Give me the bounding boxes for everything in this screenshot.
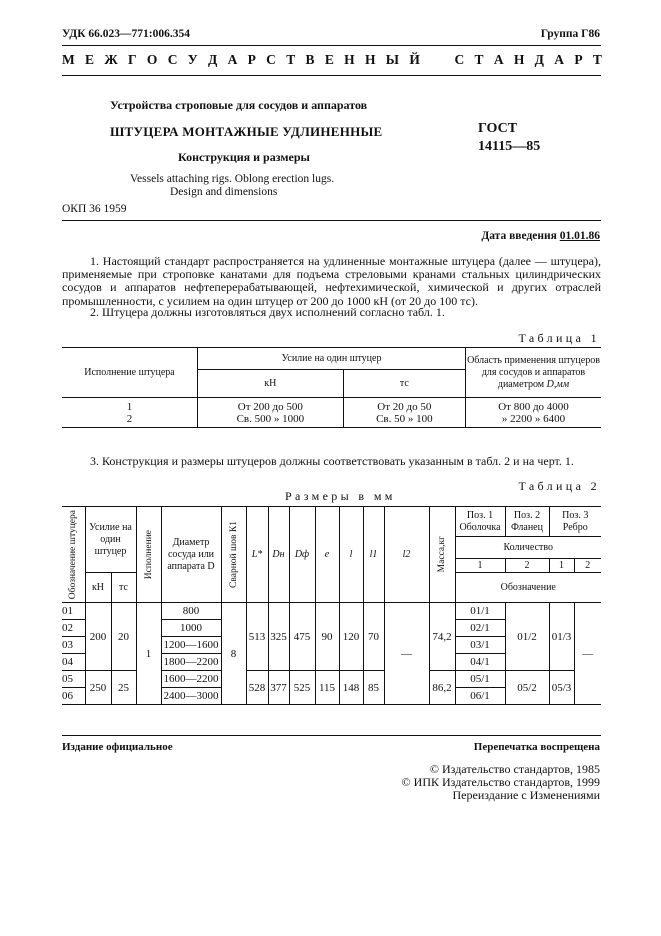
copyright-1985: © Издательство стандартов, 1985	[429, 762, 600, 776]
gost-value: 14115—85	[478, 139, 541, 154]
t2-h-q2: 2	[505, 559, 549, 573]
udk-code: УДК 66.023—771:006.354	[62, 28, 190, 40]
t2-h-execution: Исполнение	[136, 507, 161, 603]
t2-h-q4: 2	[574, 559, 601, 573]
t2-h-q1: 1	[455, 559, 505, 573]
t2-Dn-g1: 325	[268, 603, 289, 671]
t2-pos1-01: 01/1	[455, 603, 505, 620]
t2-h-Df: Dф	[289, 507, 315, 603]
t2-l2: —	[384, 603, 429, 705]
t2-e-g2: 115	[315, 671, 339, 705]
t2-kn-g2: 250	[85, 671, 111, 705]
title-english-1: Vessels attaching rigs. Oblong erection lugs.	[130, 173, 335, 185]
t1-r2-exec: 2	[126, 412, 133, 425]
t2-code-05: 05	[62, 671, 85, 688]
t1-r1-tc: От 20 до 50	[377, 400, 432, 413]
title-english-2: Design and dimensions	[170, 186, 278, 198]
t2-code-03: 03	[62, 637, 85, 654]
t2-Dn-g2: 377	[268, 671, 289, 705]
t1-exec	[62, 398, 198, 428]
t2-mass-g2: 86,2	[429, 671, 455, 705]
t2-pos1-04: 04/1	[455, 654, 505, 671]
t2-Df-g2: 525	[289, 671, 315, 705]
gost-number	[478, 120, 540, 156]
t2-code-06: 06	[62, 688, 85, 705]
t2-h-diameter: Диаметр сосуда или аппарата D	[161, 507, 221, 603]
t2-e-g1: 90	[315, 603, 339, 671]
standard-banner: М Е Ж Г О С У Д А Р С Т В Е Н Н Ы Й С Т А Н Д А Р Т	[62, 52, 602, 67]
t2-h-l2: l2	[384, 507, 429, 603]
t1-col-area: Область применения штуцеров для сосудов и аппаратов диаметром D,мм	[466, 348, 602, 398]
t2-diam-06: 2400—3000	[161, 688, 221, 705]
footer-rule	[62, 735, 601, 736]
t2-weld: 8	[221, 603, 246, 705]
t2-pos3-g1: 01/3	[549, 603, 574, 671]
t2-pos1-02: 02/1	[455, 620, 505, 637]
table2-caption: Таблица 2	[518, 479, 600, 493]
t2-pos3-g2: 05/3	[549, 671, 574, 705]
t2-tc-g1: 20	[111, 603, 136, 671]
t2-h-Dn: Dн	[268, 507, 289, 603]
t2-h-q3: 1	[549, 559, 574, 573]
t2-L-g1: 513	[246, 603, 268, 671]
t1-r1-exec: 1	[126, 400, 133, 413]
t2-l1-g1: 70	[363, 603, 384, 671]
table1-caption: Таблица 1	[518, 331, 600, 345]
t2-L-g2: 528	[246, 671, 268, 705]
header-rule-top	[62, 45, 601, 46]
t2-h-force: Усилие на один штуцер	[85, 507, 136, 573]
t2-tc-g2: 25	[111, 671, 136, 705]
t2-h-desig: Обозначение	[455, 573, 601, 603]
t2-h-qty: Количество	[455, 537, 601, 559]
t2-pos1-05: 05/1	[455, 671, 505, 688]
date-label: Дата введения	[481, 230, 557, 242]
t2-dash: —	[574, 603, 601, 705]
okp-code: ОКП 36 1959	[62, 203, 127, 215]
t2-kn-g1: 200	[85, 603, 111, 671]
t2-h-l1: l1	[363, 507, 384, 603]
t1-r2-area: » 2200 » 6400	[501, 412, 566, 425]
date-introduction	[481, 230, 600, 242]
t2-code-01: 01	[62, 603, 85, 620]
t1-r2-kn: Св. 500 » 1000	[236, 412, 305, 425]
t2-l1-g2: 85	[363, 671, 384, 705]
t2-h-kn: кН	[85, 573, 111, 603]
t2-mass-g1: 74,2	[429, 603, 455, 671]
t2-diam-05: 1600—2200	[161, 671, 221, 688]
reprint-prohibited: Перепечатка воспрещена	[473, 741, 600, 753]
copyright-1999: © ИПК Издательство стандартов, 1999	[401, 775, 600, 789]
t2-h-pos1: Поз. 1 Оболочка	[455, 507, 505, 537]
title-rule	[62, 220, 601, 221]
t1-area	[466, 398, 602, 428]
t1-r1-area: От 800 до 4000	[498, 400, 569, 413]
t2-h-tc: тс	[111, 573, 136, 603]
t2-pos1-06: 06/1	[455, 688, 505, 705]
t2-diam-02: 1000	[161, 620, 221, 637]
t1-kn	[198, 398, 344, 428]
title-line1: Устройства строповые для сосудов и аппаратов	[110, 98, 368, 112]
t2-h-pos3: Поз. 3 Ребро	[549, 507, 601, 537]
t1-col-exec: Исполнение штуцера	[62, 348, 198, 398]
t2-h-designation: Обозначение штуцера	[62, 507, 85, 603]
title-line3: Конструкция и размеры	[178, 150, 310, 164]
t1-r1-kn: От 200 до 500	[237, 400, 303, 413]
t2-code-02: 02	[62, 620, 85, 637]
t2-h-e: e	[315, 507, 339, 603]
t2-l-g1: 120	[339, 603, 363, 671]
paragraph-3: 3. Конструкция и размеры штуцеров должны соответствовать указанным в табл. 2 и на черт. 1.	[90, 454, 574, 468]
t2-code-04: 04	[62, 654, 85, 671]
t2-Df-g1: 475	[289, 603, 315, 671]
gost-label: ГОСТ	[478, 121, 518, 136]
t1-r2-tc: Св. 50 » 100	[376, 412, 433, 425]
official-edition: Издание официальное	[62, 741, 173, 753]
t2-h-l: l	[339, 507, 363, 603]
t2-l-g2: 148	[339, 671, 363, 705]
t2-diam-03: 1200—1600	[161, 637, 221, 654]
t1-col-force: Усилие на один штуцер	[198, 348, 466, 370]
t1-col-kn: кН	[198, 370, 344, 398]
header-rule-bottom	[62, 75, 601, 76]
t1-col-tc: тс	[343, 370, 465, 398]
table-1	[62, 347, 601, 428]
t2-pos2-g2: 05/2	[505, 671, 549, 705]
t2-diam-01: 800	[161, 603, 221, 620]
t2-h-pos2: Поз. 2 Фланец	[505, 507, 549, 537]
t2-pos2-g1: 01/2	[505, 603, 549, 671]
group-code: Группа Г86	[540, 28, 600, 40]
t2-h-mass: Масса,кг	[429, 507, 455, 603]
t2-h-weld: Сварной шов К1	[221, 507, 246, 603]
paragraph-1: 1. Настоящий стандарт распространяется на удлиненные монтажные штуцера (далее — штуцера), применяемые при строповке канатами для подъема стреловыми кранами стальных цилиндрических сосудов и аппаратов нефтеперерабатывающей, нефтехимической, химической и других отраслей промышленности, с усилием на один штуцер от 200 до 1000 кН (от 20 до 100 тс).	[62, 254, 601, 308]
t2-diam-04: 1800—2200	[161, 654, 221, 671]
title-line2: ШТУЦЕРА МОНТАЖНЫЕ УДЛИНЕННЫЕ	[110, 124, 383, 139]
t2-exec: 1	[136, 603, 161, 705]
paragraph-2: 2. Штуцера должны изготовляться двух исполнений согласно табл. 1.	[90, 305, 445, 319]
t2-pos1-03: 03/1	[455, 637, 505, 654]
t2-h-L: L*	[246, 507, 268, 603]
table-2	[62, 506, 601, 705]
reissue-note: Переиздание с Изменениями	[452, 788, 600, 802]
date-value: 01.01.86	[559, 230, 600, 242]
t1-tc	[343, 398, 465, 428]
table2-dimensions-label: Размеры в мм	[285, 489, 396, 503]
